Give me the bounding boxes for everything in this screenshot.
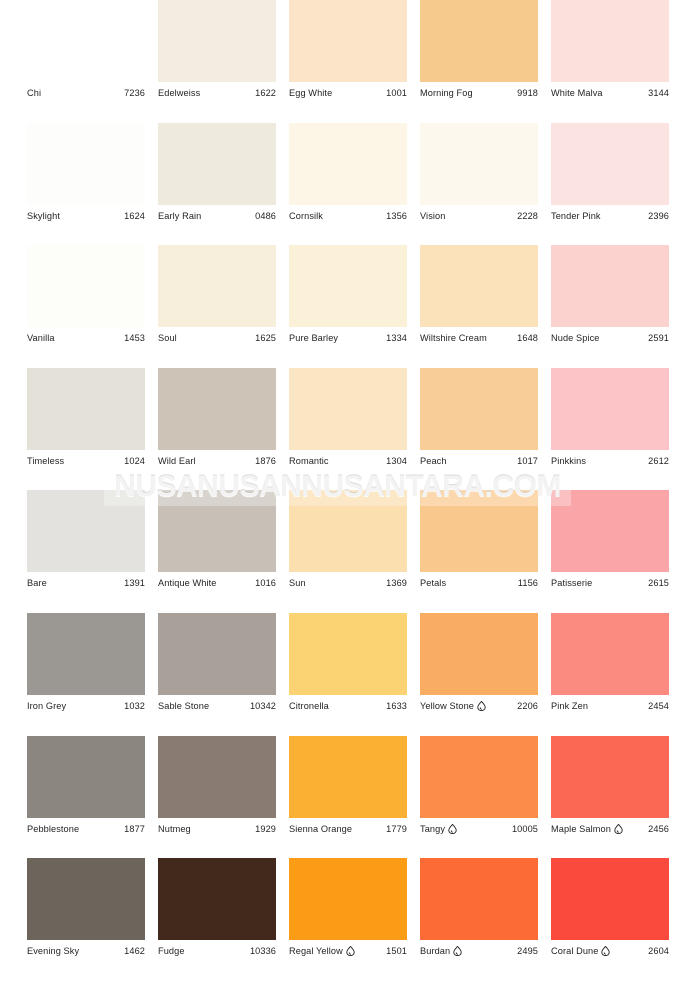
color-swatch bbox=[420, 858, 538, 940]
swatch-name-group bbox=[289, 88, 332, 98]
swatch-meta bbox=[158, 209, 276, 223]
color-swatch bbox=[551, 245, 669, 327]
color-swatch bbox=[158, 736, 276, 818]
swatch-cell bbox=[420, 0, 551, 123]
swatch-name: Pink Zen bbox=[551, 700, 589, 711]
swatch-code: 1001 bbox=[386, 88, 407, 98]
color-swatch bbox=[158, 245, 276, 327]
color-swatch bbox=[289, 736, 407, 818]
swatch-meta bbox=[27, 454, 145, 468]
swatch-cell bbox=[551, 0, 675, 123]
swatch-meta bbox=[158, 331, 276, 345]
swatch-code: 1462 bbox=[124, 946, 145, 957]
swatch-name-group bbox=[27, 333, 55, 343]
color-swatch bbox=[158, 368, 276, 450]
swatch-name-group bbox=[289, 333, 338, 343]
swatch-code: 1876 bbox=[255, 455, 276, 466]
color-swatch bbox=[551, 613, 669, 695]
swatch-code: 3144 bbox=[648, 88, 669, 98]
swatch-cell bbox=[551, 123, 675, 246]
swatch-name-group bbox=[551, 333, 600, 343]
swatch-code: 1369 bbox=[386, 578, 407, 589]
swatch-cell bbox=[551, 490, 675, 613]
swatch-cell bbox=[158, 123, 289, 246]
swatch-meta bbox=[551, 209, 669, 223]
swatch-cell bbox=[289, 858, 420, 981]
swatch-name-group bbox=[158, 946, 185, 956]
swatch-name: Tangy bbox=[420, 823, 446, 834]
swatch-meta bbox=[551, 454, 669, 468]
swatch-name: Cornsilk bbox=[289, 210, 323, 221]
swatch-code: 10342 bbox=[249, 700, 276, 711]
swatch-cell bbox=[289, 368, 420, 491]
swatch-meta bbox=[158, 944, 276, 958]
swatch-meta bbox=[551, 86, 669, 100]
swatch-name: Pebblestone bbox=[27, 823, 80, 834]
swatch-cell bbox=[420, 858, 551, 981]
swatch-meta bbox=[420, 454, 538, 468]
swatch-cell bbox=[27, 736, 158, 859]
swatch-name: Chi bbox=[27, 88, 42, 98]
swatch-name: Pinkkins bbox=[551, 455, 587, 466]
swatch-name-group bbox=[289, 211, 323, 221]
swatch-meta bbox=[158, 454, 276, 468]
swatch-name-group bbox=[420, 333, 487, 343]
swatch-code: 0486 bbox=[255, 210, 276, 221]
swatch-code: 2454 bbox=[648, 700, 669, 711]
color-swatch bbox=[289, 368, 407, 450]
swatch-meta bbox=[158, 699, 276, 713]
swatch-name: Tender Pink bbox=[551, 210, 601, 221]
color-swatch bbox=[158, 490, 276, 572]
color-swatch bbox=[289, 123, 407, 205]
swatch-meta bbox=[420, 576, 538, 590]
swatch-name: Skylight bbox=[27, 210, 60, 221]
swatch-name: Pure Barley bbox=[289, 333, 339, 344]
swatch-name: Burdan bbox=[420, 946, 451, 957]
swatch-cell bbox=[27, 858, 158, 981]
swatch-name-group bbox=[158, 211, 201, 221]
swatch-cell bbox=[27, 0, 158, 123]
swatch-name-group bbox=[27, 946, 79, 956]
swatch-name-group bbox=[289, 456, 329, 466]
swatch-name-group bbox=[551, 824, 623, 834]
swatch-meta bbox=[158, 822, 276, 836]
swatch-code: 1391 bbox=[124, 578, 145, 589]
droplet-icon bbox=[346, 946, 355, 956]
swatch-code: 1633 bbox=[386, 700, 407, 711]
droplet-icon bbox=[477, 701, 486, 711]
swatch-cell bbox=[158, 736, 289, 859]
color-swatch bbox=[551, 490, 669, 572]
swatch-code: 2615 bbox=[648, 578, 669, 589]
swatch-name: Vanilla bbox=[27, 333, 55, 344]
swatch-code: 7236 bbox=[124, 88, 145, 98]
swatch-cell bbox=[420, 245, 551, 368]
swatch-name-group bbox=[551, 456, 586, 466]
swatch-cell bbox=[158, 245, 289, 368]
swatch-name: Coral Dune bbox=[551, 946, 599, 957]
swatch-meta bbox=[289, 331, 407, 345]
swatch-name: Maple Salmon bbox=[551, 823, 611, 834]
swatch-meta bbox=[420, 331, 538, 345]
swatch-meta bbox=[551, 944, 669, 958]
swatch-name: Sienna Orange bbox=[289, 823, 353, 834]
swatch-name: Petals bbox=[420, 578, 447, 589]
swatch-name-group bbox=[158, 701, 209, 711]
color-swatch bbox=[420, 368, 538, 450]
swatch-cell bbox=[289, 490, 420, 613]
color-swatch bbox=[289, 0, 407, 82]
color-swatch bbox=[27, 736, 145, 818]
swatch-name-group bbox=[27, 824, 79, 834]
swatch-name: Edelweiss bbox=[158, 88, 201, 98]
swatch-meta bbox=[289, 944, 407, 958]
swatch-cell bbox=[158, 613, 289, 736]
swatch-name: Romantic bbox=[289, 455, 329, 466]
swatch-name-group bbox=[158, 578, 217, 588]
color-swatch bbox=[551, 736, 669, 818]
color-swatch bbox=[158, 123, 276, 205]
color-swatch bbox=[27, 613, 145, 695]
swatch-code: 2604 bbox=[648, 946, 669, 957]
swatch-code: 1304 bbox=[386, 455, 407, 466]
swatch-code: 2612 bbox=[648, 455, 669, 466]
color-swatch bbox=[420, 0, 538, 82]
swatch-name-group bbox=[27, 578, 47, 588]
swatch-code: 9918 bbox=[517, 88, 538, 98]
swatch-name: Peach bbox=[420, 455, 447, 466]
swatch-meta bbox=[551, 576, 669, 590]
swatch-name: Yellow Stone bbox=[420, 700, 474, 711]
swatch-name-group bbox=[289, 946, 355, 956]
swatch-name-group bbox=[420, 88, 473, 98]
color-swatch bbox=[158, 858, 276, 940]
swatch-name: Egg White bbox=[289, 88, 333, 98]
swatch-name: Evening Sky bbox=[27, 946, 80, 957]
swatch-name: Iron Grey bbox=[27, 700, 67, 711]
swatch-name-group bbox=[27, 701, 66, 711]
swatch-code: 1017 bbox=[517, 455, 538, 466]
swatch-name: Regal Yellow bbox=[289, 946, 343, 957]
color-swatch bbox=[27, 490, 145, 572]
swatch-meta bbox=[27, 209, 145, 223]
swatch-meta bbox=[27, 822, 145, 836]
swatch-code: 1779 bbox=[386, 823, 407, 834]
color-swatch bbox=[420, 736, 538, 818]
color-swatch bbox=[289, 245, 407, 327]
color-swatch bbox=[420, 123, 538, 205]
swatch-name-group bbox=[551, 211, 601, 221]
swatch-meta bbox=[551, 822, 669, 836]
swatch-meta bbox=[420, 209, 538, 223]
color-swatch bbox=[289, 613, 407, 695]
color-swatch bbox=[27, 123, 145, 205]
swatch-cell bbox=[551, 368, 675, 491]
swatch-cell bbox=[27, 613, 158, 736]
swatch-name-group bbox=[27, 88, 41, 98]
swatch-cell bbox=[158, 858, 289, 981]
color-swatch bbox=[551, 368, 669, 450]
swatch-cell bbox=[289, 736, 420, 859]
swatch-cell bbox=[289, 123, 420, 246]
swatch-cell bbox=[27, 245, 158, 368]
swatch-code: 10336 bbox=[249, 946, 276, 957]
swatch-cell bbox=[27, 123, 158, 246]
swatch-code: 1334 bbox=[386, 333, 407, 344]
swatch-name: Antique White bbox=[158, 578, 217, 589]
swatch-meta bbox=[289, 699, 407, 713]
swatch-code: 1032 bbox=[124, 700, 145, 711]
swatch-meta bbox=[420, 699, 538, 713]
droplet-icon bbox=[448, 824, 457, 834]
swatch-name-group bbox=[551, 88, 603, 98]
swatch-name-group bbox=[420, 456, 447, 466]
swatch-name-group bbox=[420, 211, 445, 221]
swatch-name-group bbox=[158, 88, 200, 98]
swatch-meta bbox=[551, 699, 669, 713]
swatch-meta bbox=[158, 576, 276, 590]
swatch-code: 1929 bbox=[255, 823, 276, 834]
swatch-meta bbox=[27, 86, 145, 100]
swatch-cell bbox=[420, 368, 551, 491]
swatch-name-group bbox=[27, 211, 60, 221]
swatch-cell bbox=[289, 245, 420, 368]
swatch-cell bbox=[551, 736, 675, 859]
swatch-name: Fudge bbox=[158, 946, 185, 957]
swatch-code: 1016 bbox=[255, 578, 276, 589]
swatch-name: Morning Fog bbox=[420, 88, 473, 98]
color-swatch bbox=[420, 490, 538, 572]
swatch-meta bbox=[289, 576, 407, 590]
swatch-code: 2495 bbox=[517, 946, 538, 957]
color-swatch bbox=[420, 245, 538, 327]
swatch-meta bbox=[27, 576, 145, 590]
swatch-meta bbox=[27, 331, 145, 345]
swatch-code: 1877 bbox=[124, 823, 145, 834]
swatch-meta bbox=[289, 454, 407, 468]
color-swatch bbox=[158, 0, 276, 82]
color-swatch bbox=[420, 613, 538, 695]
swatch-name-group bbox=[551, 578, 592, 588]
swatch-cell bbox=[420, 736, 551, 859]
swatch-cell bbox=[551, 613, 675, 736]
swatch-code: 2456 bbox=[648, 823, 669, 834]
swatch-name-group bbox=[551, 701, 588, 711]
swatch-cell bbox=[289, 613, 420, 736]
swatch-name-group bbox=[289, 824, 352, 834]
swatch-name: White Malva bbox=[551, 88, 603, 98]
swatch-name-group bbox=[158, 456, 196, 466]
color-swatch bbox=[551, 858, 669, 940]
swatch-meta bbox=[551, 331, 669, 345]
swatch-code: 1453 bbox=[124, 333, 145, 344]
swatch-code: 1648 bbox=[517, 333, 538, 344]
swatch-meta bbox=[289, 86, 407, 100]
swatch-name: Patisserie bbox=[551, 578, 593, 589]
droplet-icon bbox=[614, 824, 623, 834]
swatch-name: Sable Stone bbox=[158, 700, 210, 711]
swatch-name: Sun bbox=[289, 578, 306, 589]
swatch-name-group bbox=[420, 946, 462, 956]
swatch-name-group bbox=[420, 824, 457, 834]
swatch-meta bbox=[27, 699, 145, 713]
swatch-name-group bbox=[420, 578, 446, 588]
swatch-name-group bbox=[420, 701, 486, 711]
swatch-name: Citronella bbox=[289, 700, 329, 711]
color-swatch bbox=[551, 0, 669, 82]
swatch-name: Nutmeg bbox=[158, 823, 191, 834]
swatch-name: Vision bbox=[420, 210, 446, 221]
swatch-cell bbox=[158, 368, 289, 491]
swatch-meta bbox=[289, 209, 407, 223]
swatch-meta bbox=[420, 86, 538, 100]
swatch-cell bbox=[158, 490, 289, 613]
color-swatch bbox=[27, 245, 145, 327]
swatch-code: 1625 bbox=[255, 333, 276, 344]
swatch-name: Nude Spice bbox=[551, 333, 600, 344]
swatch-name: Timeless bbox=[27, 455, 65, 466]
swatch-code: 1501 bbox=[386, 946, 407, 957]
swatch-name: Wiltshire Cream bbox=[420, 333, 487, 344]
swatch-cell bbox=[551, 858, 675, 981]
swatch-cell bbox=[158, 0, 289, 123]
swatch-cell bbox=[551, 245, 675, 368]
color-swatch bbox=[289, 490, 407, 572]
swatch-name-group bbox=[158, 333, 177, 343]
swatch-name: Soul bbox=[158, 333, 177, 344]
swatch-code: 10005 bbox=[511, 823, 538, 834]
droplet-icon bbox=[601, 946, 610, 956]
swatch-code: 1624 bbox=[124, 210, 145, 221]
swatch-meta bbox=[27, 944, 145, 958]
swatch-name: Early Rain bbox=[158, 210, 202, 221]
swatch-cell bbox=[420, 613, 551, 736]
swatch-name-group bbox=[158, 824, 191, 834]
swatch-name: Wild Earl bbox=[158, 455, 196, 466]
color-swatch bbox=[27, 368, 145, 450]
color-swatch bbox=[289, 858, 407, 940]
watermark-text: NUSANUSANNUSANTARA.COM bbox=[104, 468, 571, 506]
swatch-meta bbox=[158, 86, 276, 100]
swatch-name-group bbox=[27, 456, 64, 466]
swatch-meta bbox=[420, 822, 538, 836]
swatch-meta bbox=[289, 822, 407, 836]
swatch-code: 2396 bbox=[648, 210, 669, 221]
droplet-icon bbox=[453, 946, 462, 956]
swatch-code: 1156 bbox=[517, 578, 538, 589]
swatch-cell bbox=[420, 123, 551, 246]
swatch-name-group bbox=[551, 946, 610, 956]
swatch-cell bbox=[27, 368, 158, 491]
swatch-code: 1356 bbox=[386, 210, 407, 221]
swatch-meta bbox=[420, 944, 538, 958]
swatch-code: 2206 bbox=[517, 700, 538, 711]
swatch-cell bbox=[289, 0, 420, 123]
swatch-cell bbox=[27, 490, 158, 613]
swatch-code: 1024 bbox=[124, 455, 145, 466]
color-swatch bbox=[551, 123, 669, 205]
color-swatch bbox=[27, 858, 145, 940]
swatch-cell bbox=[420, 490, 551, 613]
color-swatch bbox=[158, 613, 276, 695]
swatch-name-group bbox=[289, 701, 329, 711]
swatch-code: 1622 bbox=[255, 88, 276, 98]
swatch-name: Bare bbox=[27, 578, 47, 589]
swatch-name-group bbox=[289, 578, 306, 588]
swatch-code: 2228 bbox=[517, 210, 538, 221]
swatch-code: 2591 bbox=[648, 333, 669, 344]
color-swatch bbox=[27, 0, 145, 82]
